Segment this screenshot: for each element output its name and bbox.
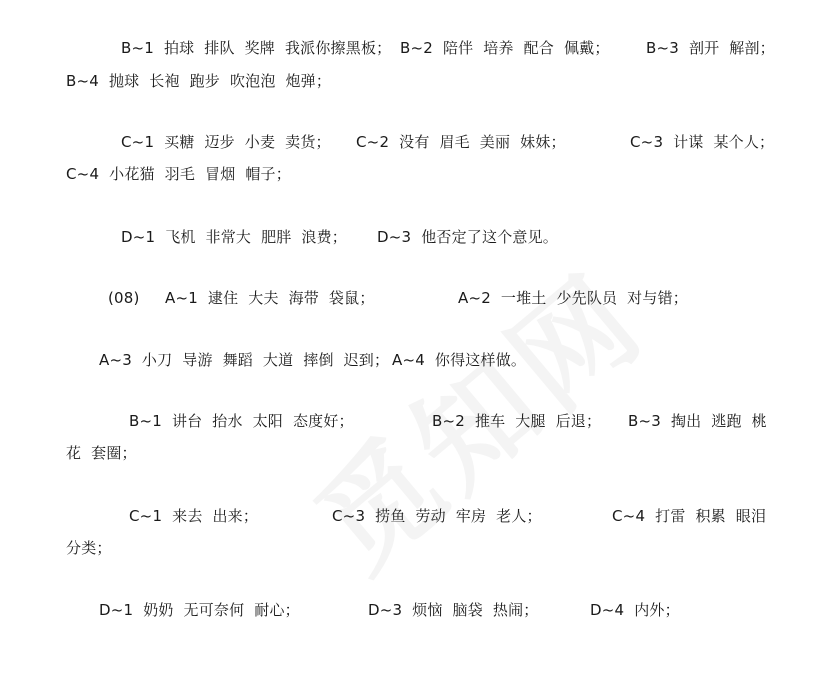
text-line-c4-second: C~4 打雷 积累 眼泪 [612, 507, 767, 525]
text-line-d1: D~1 飞机 非常大 肥胖 浪费； [121, 228, 348, 246]
text-line-a4: A~4 你得这样做。 [392, 351, 527, 369]
text-line-c3-second: C~3 捞鱼 劳动 牢房 老人； [332, 507, 542, 525]
text-line-c1-second: C~1 来去 出来； [129, 507, 259, 525]
text-line-a2: A~2 一堆土 少先队员 对与错； [458, 289, 688, 307]
text-line-c3: C~3 计谋 某个人； [630, 133, 775, 151]
text-line-b1-second: B~1 讲台 抬水 太阳 态度好； [129, 412, 354, 430]
text-line-a3: A~3 小刀 导游 舞蹈 大道 摔倒 迟到； [99, 351, 390, 369]
text-line-c4-continued: 分类； [66, 539, 112, 557]
text-line-b4: B~4 抛球 长袍 跑步 吹泡泡 炮弹； [66, 72, 332, 90]
text-line-b3-second: B~3 掏出 逃跑 桃 [628, 412, 767, 430]
text-line-c4: C~4 小花猫 羽毛 冒烟 帽子； [66, 165, 291, 183]
text-line-c1: C~1 买糖 迈步 小麦 卖货； [121, 133, 331, 151]
text-line-b2-second: B~2 推车 大腿 后退； [432, 412, 602, 430]
text-line-d4: D~4 内外； [590, 601, 680, 619]
text-line-a1: A~1 逮住 大夫 海带 袋鼠； [165, 289, 375, 307]
text-line-b3-continued: 花 套圈； [66, 444, 137, 462]
text-line-d1-second: D~1 奶奶 无可奈何 耐心； [99, 601, 300, 619]
text-line-c2: C~2 没有 眉毛 美丽 妹妹； [356, 133, 566, 151]
text-line-b3: B~3 剖开 解剖； [646, 39, 775, 57]
text-line-d3: D~3 他否定了这个意见。 [377, 228, 558, 246]
text-line-b1: B~1 拍球 排队 奖牌 我派你擦黑板； [121, 39, 392, 57]
text-line-d3-second: D~3 烦恼 脑袋 热闹； [368, 601, 539, 619]
section-number: (08) [108, 289, 140, 307]
text-line-b2: B~2 陪伴 培养 配合 佩戴； [400, 39, 610, 57]
